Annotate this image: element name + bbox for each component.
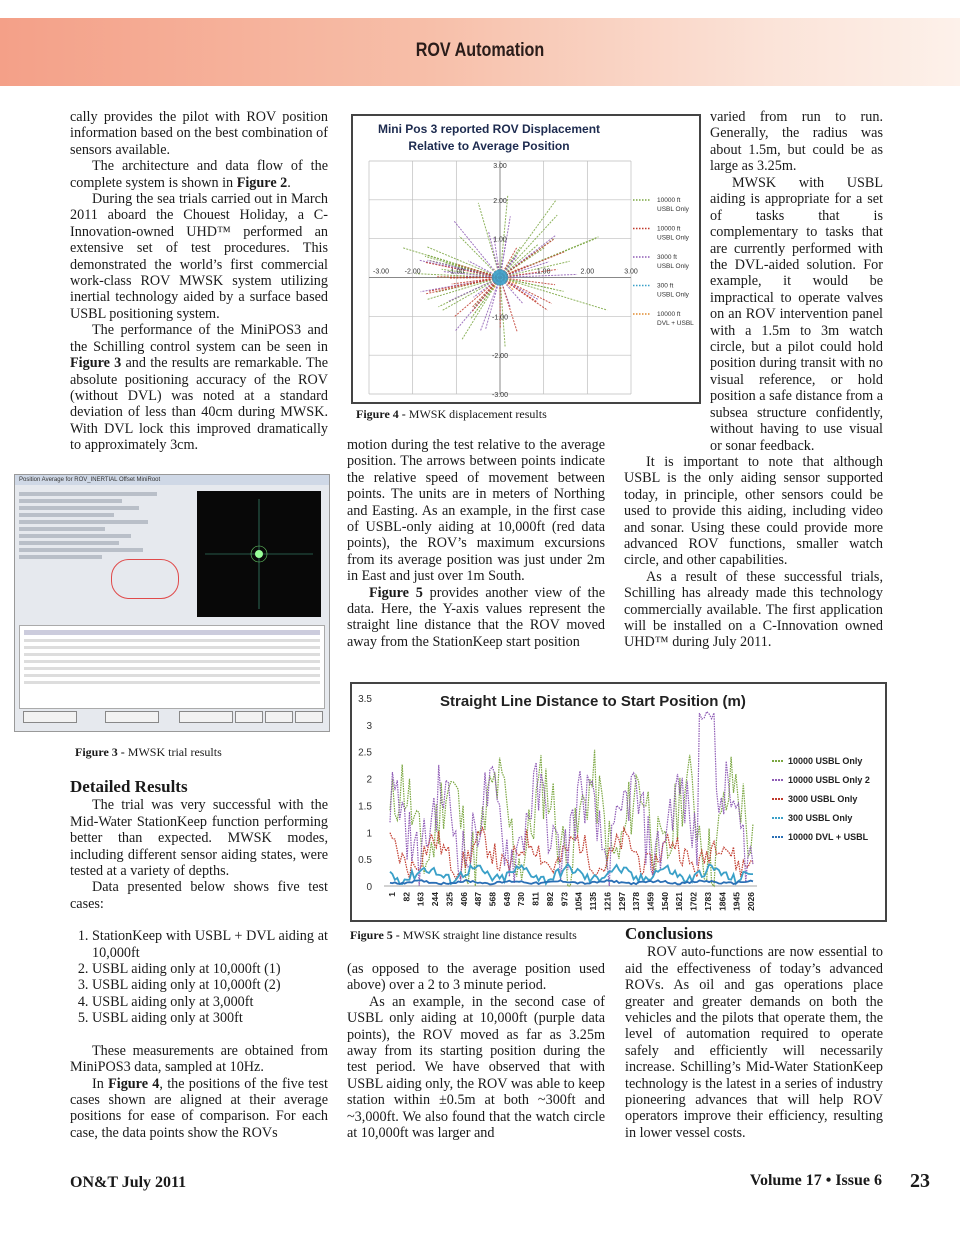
figure-4-caption: Figure 4 - MWSK displacement results [356, 407, 547, 421]
paragraph: As a result of these successful trials, Schilling has already made this technology commercially available. The first application will be installed on a C-Innovation owned UHD™ during July 2011. [624, 568, 883, 651]
window-title: Position Average for ROV_INERTIAL Offset MiniRoot [19, 477, 161, 483]
list-item: 4. USBL aiding only at 3,000ft [92, 994, 328, 1010]
x-tick-label: 1297 [616, 892, 627, 911]
list-item: 2. USBL aiding only at 10,000ft (1) [92, 961, 328, 977]
x-tick-label: 1864 [717, 892, 728, 911]
y-tick-label: 2.5 [358, 747, 372, 759]
x-tick-label: -3.00 [373, 268, 389, 276]
figure-3-caption: Figure 3 - MWSK trial results [75, 745, 222, 759]
paragraph: motion during the test relative to the average position. The arrows between points indicate the relative speed of movement between points. The units are in meters of Northing and Easting. As an example, in the first case of USBL-only aiding at 10,000ft (red data points), the ROV’s maximum excursions from its average position was just under 2m in East and just over 1m South. [347, 437, 605, 585]
figure-4-svg [353, 116, 699, 402]
x-tick-label: 1459 [645, 892, 656, 911]
x-tick-label: 2.00 [580, 268, 595, 276]
x-tick-label: 406 [458, 892, 469, 907]
x-tick-label: 1135 [588, 892, 599, 911]
test-cases-list [70, 928, 328, 1026]
figure-5-chart [350, 682, 887, 922]
column-2-top [347, 437, 605, 650]
footer-publication: ON&T July 2011 [70, 1174, 187, 1191]
x-tick-label: 1.00 [536, 268, 551, 276]
figure-5-caption: Figure 5 - MWSK straight line distance results [350, 928, 577, 942]
paragraph: As an example, in the second case of USBL only aiding at 10,000ft (purple data points), the ROV moved as far as 3.25m away from its starting position during the test period. We have observed that with USBL aiding only, the ROV was able to keep station within ±0.5m at both ~300ft and ~3,000ft. We also found that the watch circle at 10,000ft was larger and [347, 993, 605, 1142]
chart-subtitle: Relative to Average Position [408, 139, 570, 153]
y-tick-label: 0.5 [358, 855, 372, 867]
list-item: 5. USBL aiding only at 300ft [92, 1010, 328, 1026]
displacement-ray [500, 278, 505, 347]
x-tick-label: 1216 [602, 892, 613, 911]
scatter-plot-dark [197, 491, 321, 617]
paragraph: It is important to note that although USBL is the only aiding sensor supported today, in principle, other sensors could be used to provide this aiding, including video and sonar. Using these could provide more advanced ROV functions, smaller watch circle, and other capabilities. [624, 454, 883, 569]
paragraph: The trial was very successful with the Mid-Water StationKeep function performing better than expected. MWSK modes, including different sensor aiding states, were tested at a variety of depths. [70, 797, 328, 880]
legend-label: 10000 ft [657, 197, 681, 204]
legend-label: 3000 USBL Only [788, 794, 858, 804]
x-tick-label: 1054 [573, 892, 584, 911]
x-tick-label: 568 [487, 892, 498, 907]
x-tick-label: 1621 [674, 892, 685, 911]
legend-label: USBL Only [657, 206, 689, 213]
y-tick-label: 1.00 [493, 236, 507, 244]
displacement-ray [480, 278, 500, 332]
column-3-top-2 [710, 175, 883, 454]
figure-3-screenshot [14, 474, 330, 732]
legend-label: DVL + USBL [657, 320, 694, 327]
paragraph: In Figure 4, the positions of the five test cases shown are aligned at their average positions for ease of comparison. For each case, the data points show the ROVs [70, 1075, 328, 1141]
paragraph: The architecture and data flow of the complete system is shown in Figure 2. [70, 158, 328, 191]
x-tick-label: 163 [415, 892, 426, 907]
paragraph: These measurements are obtained from MiniPOS3 data, sampled at 10Hz. [70, 1042, 328, 1076]
x-tick-label: 244 [430, 892, 441, 907]
paragraph: Figure 5 provides another view of the data. Here, the Y-axis values represent the straight line distance that the ROV moved away from the StationKeep start position [347, 584, 605, 650]
x-tick-label: 892 [544, 892, 555, 907]
legend-label: 300 USBL Only [788, 813, 853, 823]
y-tick-label: -3.00 [492, 392, 508, 399]
paragraph: During the sea trials carried out in March 2011 aboard the Chouest Holiday, a C-Innovation-owned UHD™ performed an extensive set of test procedures. This demonstrated the world’s first commercial work-class ROV MWSK system utilizing inertial technology aided by a surface based USBL positioning system. [70, 191, 328, 322]
x-tick-label: 730 [516, 892, 527, 907]
y-tick-label: 3.5 [358, 694, 372, 705]
y-tick-label: 1 [366, 828, 372, 840]
figure-4-chart [351, 114, 701, 404]
page-header-title: ROV Automation [415, 40, 545, 61]
x-tick-label: 649 [501, 892, 512, 907]
y-tick-label: -2.00 [492, 353, 508, 361]
legend-label: 3000 ft [657, 254, 677, 261]
window-left-panel [19, 489, 191, 609]
column-2-bottom [347, 961, 605, 1141]
list-item: 1. StationKeep with USBL + DVL aiding at 10,000ft [92, 928, 328, 961]
x-tick-label: -1.00 [448, 268, 465, 276]
page-number: 23 [910, 1170, 930, 1192]
center-cluster [492, 270, 508, 286]
section-heading-detailed-results: Detailed Results [70, 777, 188, 796]
y-tick-label: 3 [366, 720, 372, 732]
legend-label: 10000 ft [657, 225, 681, 233]
legend-label: USBL Only [657, 234, 689, 242]
legend-label: 300 ft [657, 282, 674, 290]
paragraph: varied from run to run. Generally, the radius was about 1.5m, but could be as large as 3.25m. [710, 109, 883, 175]
x-tick-label: 487 [473, 892, 484, 907]
window-titlebar [15, 475, 329, 485]
y-tick-label: 2 [366, 774, 372, 786]
figure-5-svg [352, 684, 885, 920]
x-tick-label: 1945 [731, 892, 742, 911]
displacement-ray [500, 278, 607, 311]
x-tick-label: 82 [401, 892, 412, 902]
legend-label: 10000 DVL + USBL [788, 832, 869, 842]
list-item: 3. USBL aiding only at 10,000ft (2) [92, 977, 328, 993]
x-tick-label: -2.00 [404, 268, 421, 276]
y-tick-label: 3.00 [493, 163, 507, 170]
paragraph: ROV auto-functions are now essential to aid the effectiveness of today’s advanced ROVs. As oil and gas operations place greater and greater demands on both the vehicles and the pilots that operate them, the level of automation required to operate safely and efficiently will necessarily increase. Schilling’s Mid-Water StationKeep technology is the latest in a series of industry pioneering advances that will help ROV operators improve their efficiency, resulting in lower vessel costs. [625, 944, 883, 1141]
legend-label: 10000 ft [657, 311, 681, 318]
x-tick-label: 2026 [746, 892, 756, 911]
series-line [390, 880, 753, 884]
x-tick-label: 325 [444, 892, 455, 907]
footer-volume: Volume 17 • Issue 6 [749, 1172, 882, 1189]
legend-label: USBL Only [657, 263, 689, 270]
chart-title: Mini Pos 3 reported ROV Displacement [377, 122, 601, 136]
window-table [19, 625, 325, 709]
column-1-top [70, 109, 328, 454]
paragraph: Data presented below shows five test cases: [70, 879, 328, 912]
x-tick-label: 3.00 [624, 268, 638, 276]
column-3-bottom [625, 926, 883, 1141]
section-heading-conclusions: Conclusions [625, 924, 713, 943]
paragraph: MWSK with USBL aiding is appropriate for a set of tasks that is complementary to tasks that are currently performed with the DVL-aided solution. For example, it would be impractical to operate valves on an ROV intervention panel with a 1.5m to 3m watch circle, but a pilot could hold position during transit with no visual reference, or hold position a safe distance from a subsea structure confidently, without having to use visual or sonar feedback. [710, 175, 883, 454]
chart-title: Straight Line Distance to Start Position (m) [440, 693, 746, 710]
window-buttons [19, 711, 323, 725]
x-tick-label: 1378 [631, 892, 642, 911]
x-tick-label: 1540 [659, 892, 670, 911]
y-tick-label: -1.00 [492, 314, 508, 322]
paragraph: cally provides the pilot with ROV position information based on the best combination of sensors available. [70, 109, 328, 158]
column-3-top [710, 109, 883, 175]
x-tick-label: 1 [387, 892, 397, 897]
displacement-ray [427, 278, 500, 300]
legend-label: 10000 USBL Only 2 [788, 775, 870, 785]
window-plot-area [197, 491, 321, 617]
legend-label: 10000 USBL Only [788, 756, 863, 766]
column-3-mid [624, 454, 883, 651]
x-tick-label: 811 [530, 892, 541, 906]
y-tick-label: 2.00 [493, 197, 507, 205]
paragraph: (as opposed to the average position used above) over a 2 to 3 minute period. [347, 961, 605, 994]
y-tick-label: 1.5 [358, 801, 372, 813]
x-tick-label: 1783 [702, 892, 713, 911]
paragraph: The performance of the MiniPOS3 and the Schilling control system can be seen in Figure 3 and the results are remarkable. The absolute positioning accuracy of the ROV (without DVL) was noted at a standard deviation of less than 40cm during MWSK. With DVL lock this improved dramatically to approximately 3cm. [70, 322, 328, 454]
column-1-bottom [70, 779, 328, 1141]
x-tick-label: 973 [559, 892, 570, 907]
x-tick-label: 1702 [688, 892, 699, 911]
y-tick-label: 0 [366, 882, 372, 893]
legend-label: USBL Only [657, 291, 689, 299]
